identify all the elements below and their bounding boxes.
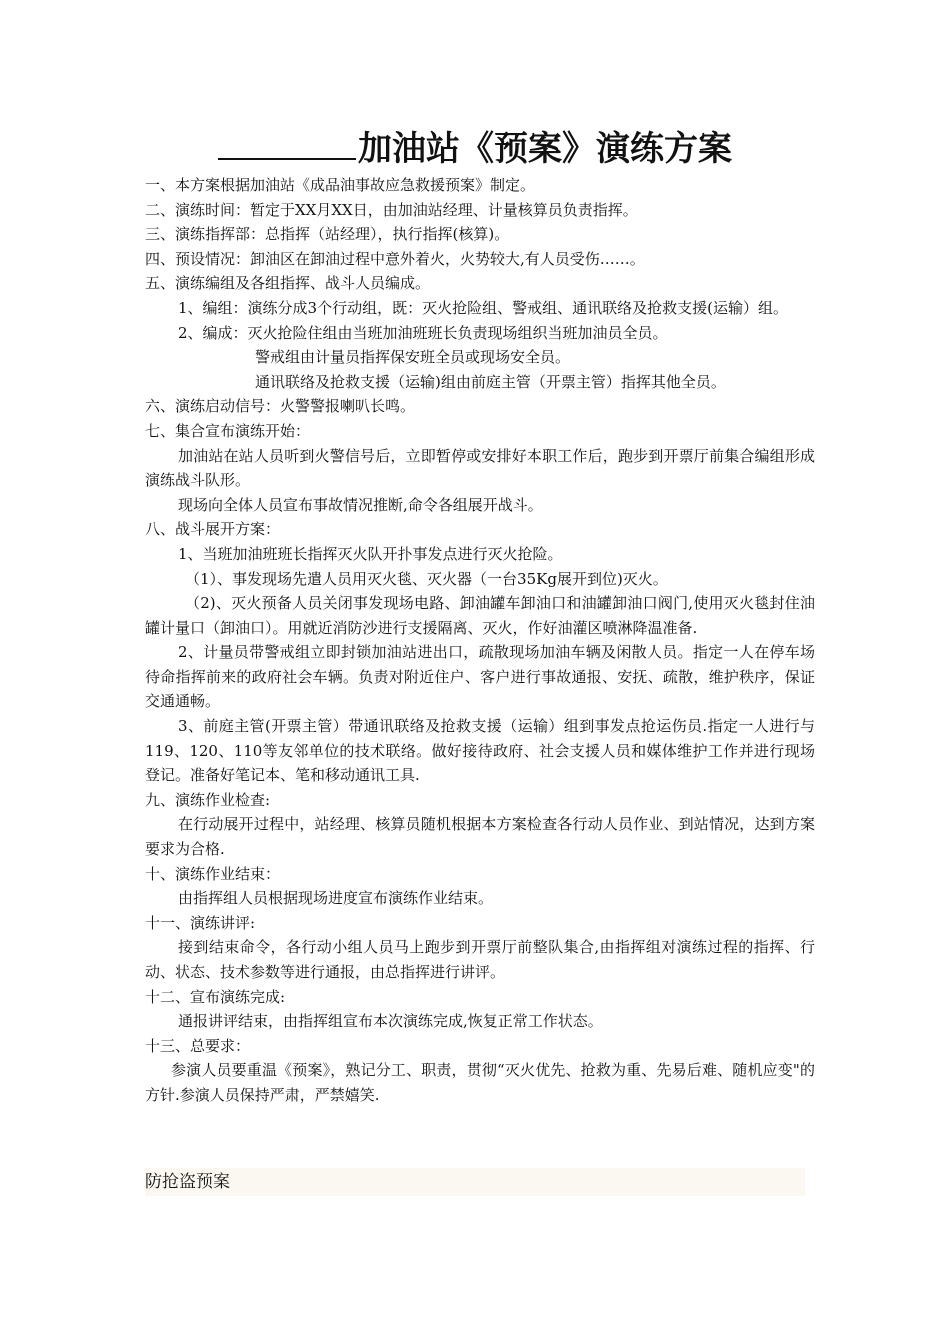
paragraph: 一、本方案根据加油站《成品油事故应急救援预案》制定。 (145, 176, 536, 194)
paragraph: 由指挥组人员根据现场进度宣布演练作业结束。 (178, 889, 494, 908)
paragraph: 警戒组由计量员指挥保安班全员或现场安全员。 (255, 348, 571, 367)
document-title: 加油站《预案》演练方案 (358, 129, 732, 169)
paragraph: 二、演练时间：暂定于XX月XX日，由加油站经理、计量核算员负责指挥。 (145, 200, 638, 219)
paragraph: （1）、事发现场先遣人员用灭火毯、灭火器（一台35Kg展开到位)灭火。 (185, 569, 668, 588)
paragraph: 参演人员要重温《预案》，熟记分工、职责，贯彻“灭火优先、抢救为重、先易后难、随机应变"的方针.参演人员保持严肃，严禁嬉笑. (145, 1061, 815, 1104)
paragraph: 九、演练作业检查: (145, 790, 271, 809)
paragraph: 四、预设情况：卸油区在卸油过程中意外着火，火势较大,有人员受伤……。 (145, 249, 645, 268)
paragraph: 1、编组：演练分成3个行动组，既：灭火抢险组、警戒组、通讯联络及抢救支援(运输）组。 (178, 298, 788, 317)
paragraph: 七、集合宣布演练开始： (145, 421, 311, 440)
document-title-line (0, 124, 950, 174)
paragraph: 通讯联络及抢救支援（运输)组由前庭主管（开票主管）指挥其他全员。 (255, 372, 726, 391)
paragraph: 在行动展开过程中，站经理、核算员随机根据本方案检查各行动人员作业、到站情况，达到方案要求为合格. (145, 815, 815, 859)
paragraph: 八、战斗展开方案： (145, 520, 281, 539)
paragraph: 六、演练启动信号：火警警报喇叭长鸣。 (145, 397, 416, 416)
title-blank-underline (218, 124, 356, 160)
paragraph: 通报讲评结束，由指挥组宣布本次演练完成,恢复正常工作状态。 (178, 1012, 603, 1031)
paragraph: 加油站在站人员听到火警信号后，立即暂停或安排好本职工作后，跑步到开票厅前集合编组形成演练战斗队形。 (145, 446, 815, 490)
paragraph: 接到结束命令，各行动小组人员马上跑步到开票厅前整队集合,由指挥组对演练过程的指挥、行动、状态、技术参数等进行通报，由总指挥进行讲评。 (145, 938, 815, 981)
paragraph: 2、计量员带警戒组立即封锁加油站进出口，疏散现场加油车辆及闲散人员。指定一人在停车场待命指挥前来的政府社会车辆。负责对附近住户、客户进行事故通报、安抚、疏散，维护秩序，保证交通通畅。 (145, 643, 815, 711)
paragraph: 2、编成：灭火抢险住组由当班加油班班长负责现场组织当班加油员全员。 (178, 323, 668, 342)
paragraph: 十二、宣布演练完成: (145, 987, 286, 1006)
next-section-heading: 防抢盗预案 (145, 1168, 805, 1196)
paragraph: 十、演练作业结束： (145, 864, 281, 883)
paragraph: 五、演练编组及各组指挥、战斗人员编成。 (145, 274, 431, 293)
paragraph: 十一、演练讲评: (145, 913, 256, 932)
paragraph: 1、当班加油班班长指挥灭火队开扑事发点进行灭火抢险。 (178, 544, 563, 563)
document-body (145, 173, 815, 1108)
paragraph: 3、前庭主管(开票主管）带通讯联络及抢救支援（运输）组到事发点抢运伤员.指定一人进行与119、120、110等友邻单位的技术联络。做好接待政府、社会支援人员和媒体维护工作并进行现场登记。准备好笔记本、笔和移动通讯工具. (145, 717, 815, 785)
paragraph: 现场向全体人员宣布事故情况推断,命令各组展开战斗。 (178, 495, 543, 514)
paragraph: 三、演练指挥部：总指挥（站经理），执行指挥(核算)。 (145, 225, 510, 244)
paragraph: （2)、灭火预备人员关闭事发现场电路、卸油罐车卸油口和油罐卸油口阀门,使用灭火毯封住油罐计量口（卸油口）。用就近消防沙进行支援隔离、灭火，作好油灌区喷淋降温准备. (145, 594, 815, 637)
paragraph: 十三、总要求： (145, 1036, 251, 1055)
